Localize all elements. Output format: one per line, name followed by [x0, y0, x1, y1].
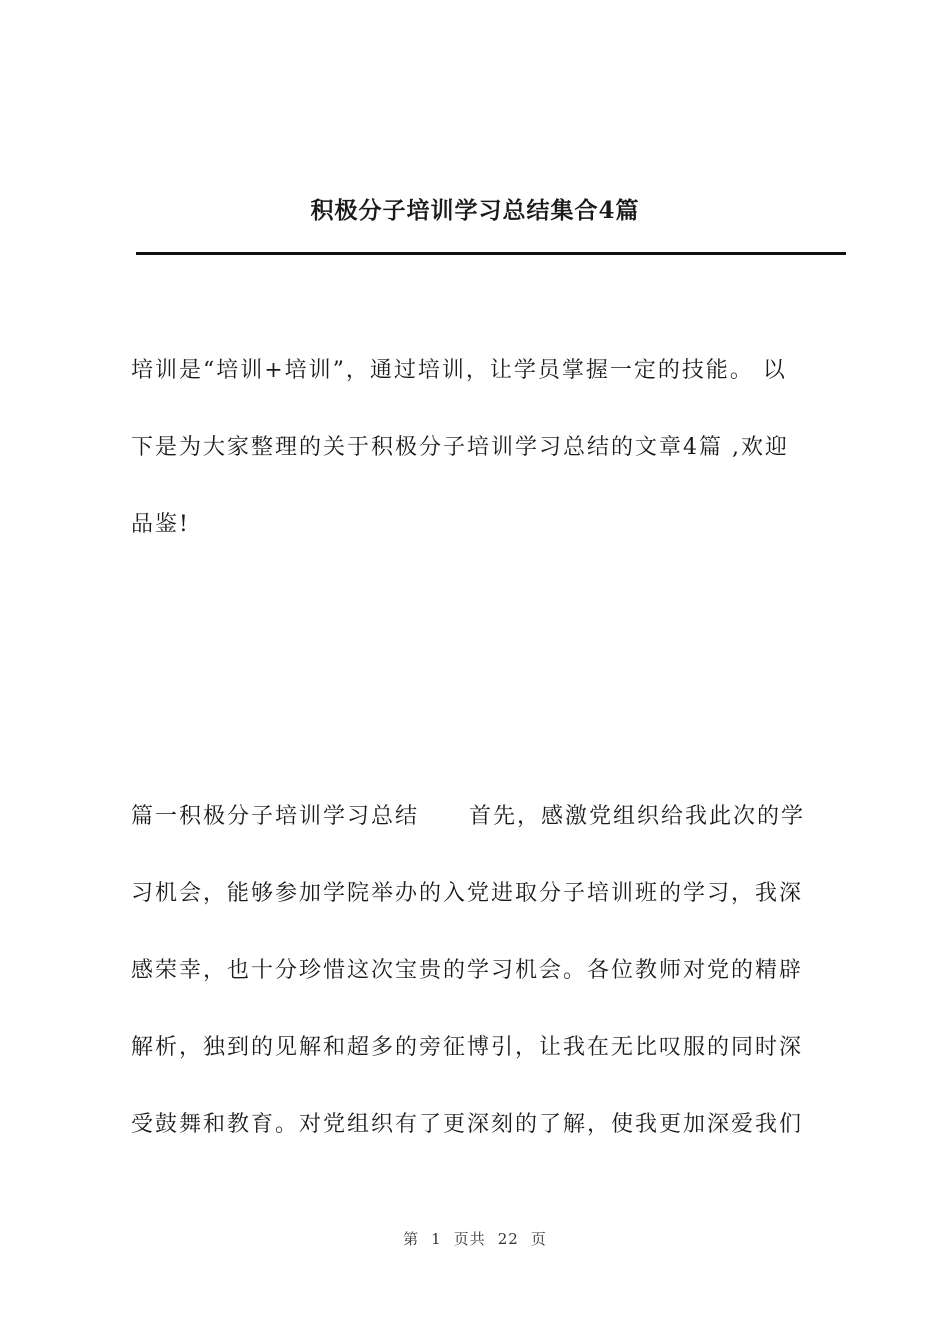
- article-text: 首先，感激党组织给我此次的学: [469, 804, 806, 829]
- intro-line: 下是为大家整理的关于积极分子培训学习总结的文章4篇 ,欢迎: [131, 435, 789, 460]
- footer-total-pages: 22: [497, 1230, 519, 1248]
- article-line: 解析，独到的见解和超多的旁征博引，让我在无比叹服的同时深: [131, 1035, 804, 1060]
- page-title: 积极分子培训学习总结集合4篇: [310, 197, 640, 224]
- footer-middle: 页共: [453, 1230, 486, 1248]
- title-divider: [136, 252, 846, 255]
- article-heading: 篇一积极分子培训学习总结: [131, 804, 420, 829]
- article-line: 感荣幸，也十分珍惜这次宝贵的学习机会。各位教师对党的精辟: [131, 958, 804, 983]
- article-first-line: [131, 778, 843, 855]
- page-footer: [0, 1228, 950, 1249]
- intro-line: 品鉴!: [131, 512, 190, 537]
- intro-line: 培训是“培训+培训”，通过培训，让学员掌握一定的技能。 以: [131, 358, 787, 383]
- article-line: 习机会，能够参加学院举办的入党进取分子培训班的学习，我深: [131, 881, 804, 906]
- intro-paragraph: [131, 332, 843, 563]
- footer-suffix: 页: [530, 1230, 547, 1248]
- footer-prefix: 第: [403, 1230, 420, 1248]
- article-paragraph: [131, 778, 843, 1163]
- article-line: 受鼓舞和教育。对党组织有了更深刻的了解，使我更加深爱我们: [131, 1112, 804, 1137]
- footer-current-page: 1: [431, 1230, 442, 1248]
